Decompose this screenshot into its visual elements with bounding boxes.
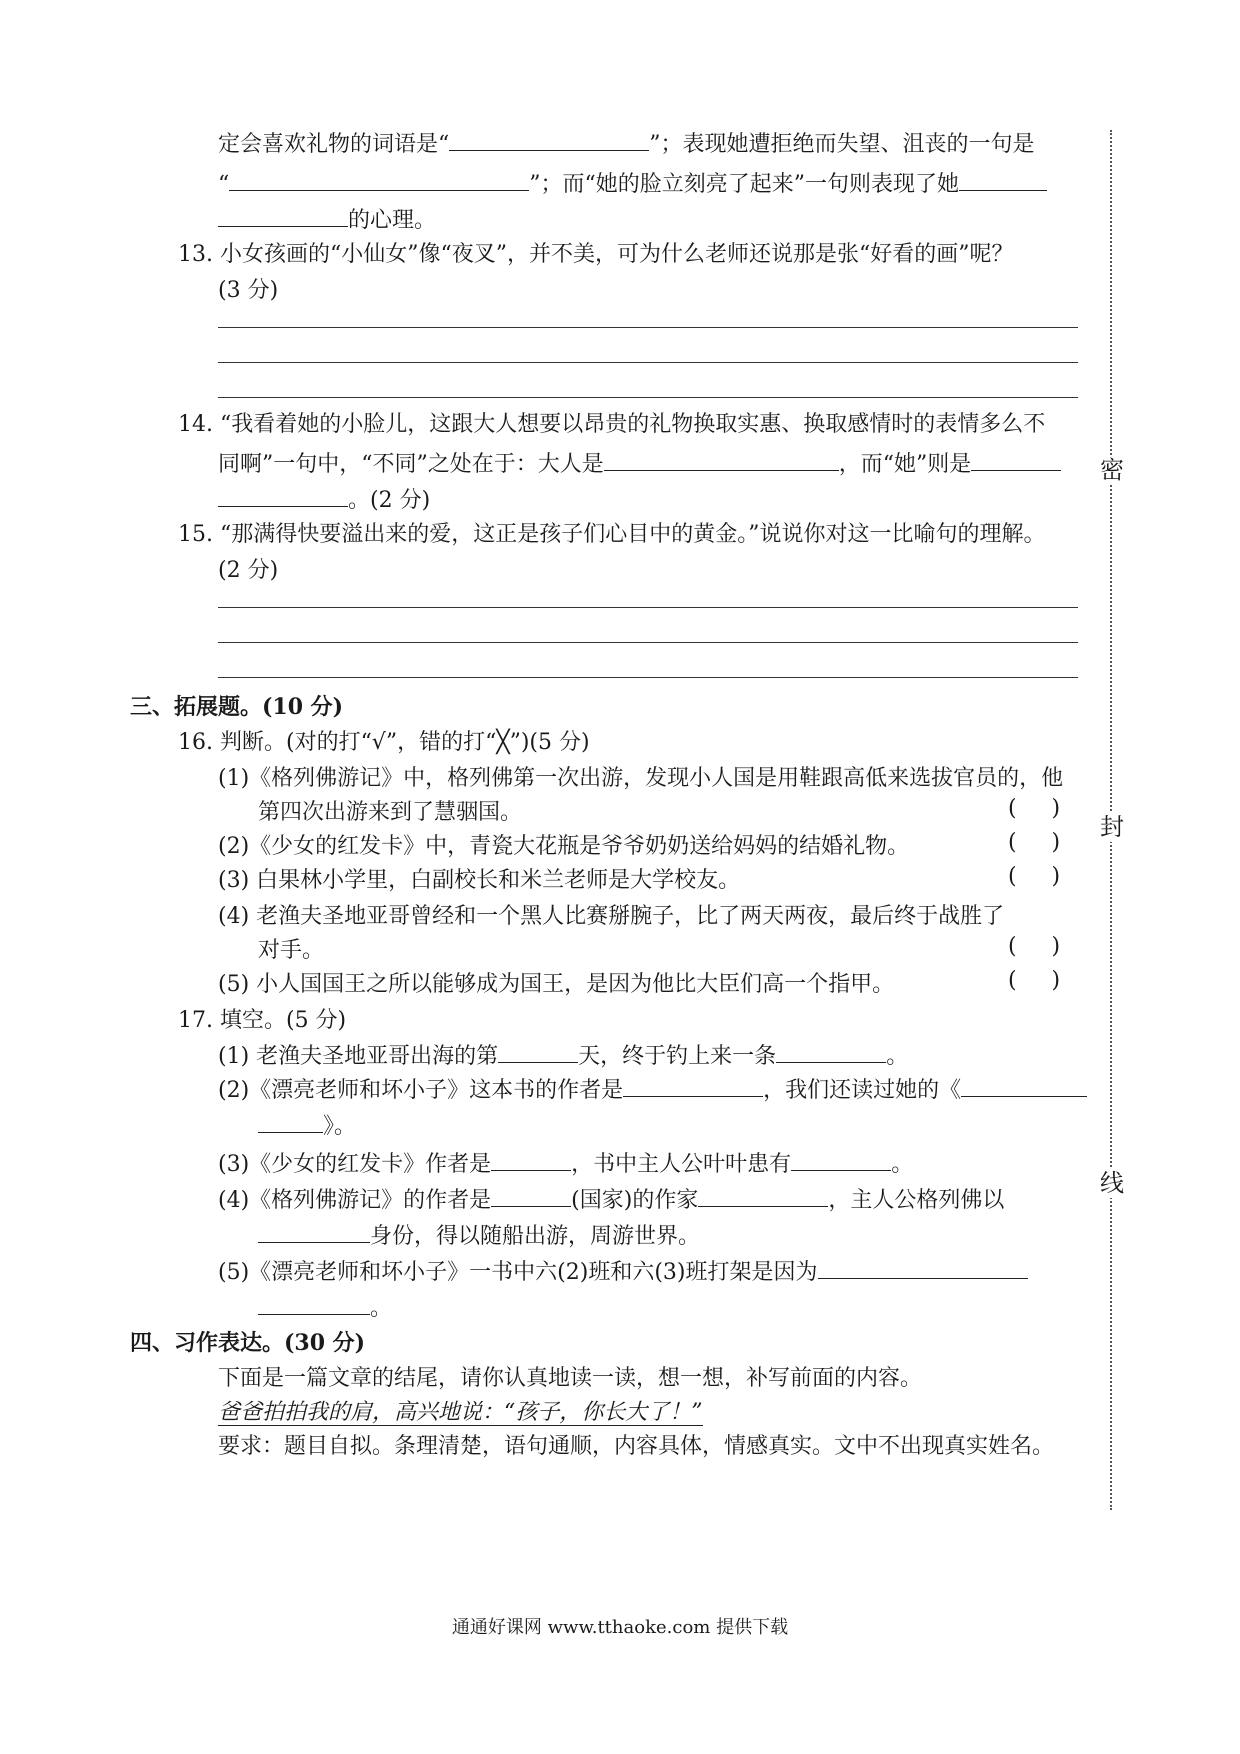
q17-item-4: (4)《格列佛游记》的作者是 (国家)的作家 ，主人公格列佛以 [218,1184,1004,1216]
q14-line-2: 同啊”一句中，“不同”之处在于：大人是 ，而“她”则是 [218,448,1061,480]
q16-item-1: (1)《格列佛游记》中，格列佛第一次出游，发现小人国是用鞋跟高低来选拔官员的，他 [218,766,1064,791]
answer-blank[interactable] [791,1148,891,1171]
q15-score: (2 分) [218,558,279,583]
binding-mark-mi: 密 [1097,455,1127,485]
answer-blank[interactable] [218,204,348,227]
q12-line-1: 定会喜欢礼物的词语是“ ”；表现她遭拒绝而失望、沮丧的一句是 [218,128,1035,160]
answer-blank[interactable] [959,168,1047,191]
q15-answer-line-1[interactable] [218,607,1078,608]
answer-blank[interactable] [776,1040,886,1063]
q17-item-2-cont: 》。 [258,1110,356,1142]
q16-answer-box-4[interactable]: ( ) [1008,934,1061,959]
q12-line-3: 的心理。 [218,204,436,236]
q13-answer-line-1[interactable] [218,327,1078,328]
q15-answer-line-2[interactable] [218,642,1078,643]
q14-line-1: 14. “我看着她的小脸儿，这跟大人想要以昂贵的礼物换取实惠、换取感情时的表情多么不 [178,412,1046,437]
binding-mark-xian: 线 [1097,1168,1127,1198]
section-4-heading: 四、习作表达。(30 分) [130,1330,366,1356]
answer-blank[interactable] [698,1184,828,1207]
q16-answer-box-5[interactable]: ( ) [1008,968,1061,993]
q17-title: 17. 填空。(5 分) [178,1008,347,1033]
q17-item-5: (5)《漂亮老师和坏小子》一书中六(2)班和六(3)班打架是因为 [218,1256,1028,1288]
q16-item-3: (3) 白果林小学里，白副校长和米兰老师是大学校友。 [218,868,741,893]
q13-question: 13. 小女孩画的“小仙女”像“夜叉”，并不美，可为什么老师还说那是张“好看的画”呢？ [178,242,1014,267]
q16-item-1-cont: 第四次出游来到了慧骃国。 [258,800,523,825]
section-3-heading: 三、拓展题。(10 分) [130,694,344,720]
answer-blank[interactable] [258,1292,370,1315]
q16-title: 16. 判断。(对的打“√”，错的打“╳”)(5 分) [178,730,590,755]
q16-answer-box-2[interactable]: ( ) [1008,830,1061,855]
q13-score: (3 分) [218,278,279,303]
answer-blank[interactable] [449,128,649,151]
q17-item-2: (2)《漂亮老师和坏小子》这本书的作者是 ，我们还读过她的《 [218,1074,1087,1106]
q16-item-2: (2)《少女的红发卡》中，青瓷大花瓶是爷爷奶奶送给妈妈的结婚礼物。 [218,834,910,859]
answer-blank[interactable] [258,1220,370,1243]
answer-blank[interactable] [218,484,348,507]
answer-blank[interactable] [491,1184,571,1207]
answer-blank[interactable] [258,1110,323,1133]
q16-item-5: (5) 小人国国王之所以能够成为国王，是因为他比大臣们高一个指甲。 [218,972,895,997]
q17-item-1: (1) 老渔夫圣地亚哥出海的第 天，终于钓上来一条 。 [218,1040,908,1072]
q16-item-4-cont: 对手。 [258,938,325,963]
answer-blank[interactable] [604,448,839,471]
q17-item-4-cont: 身份，得以随船出游，周游世界。 [258,1220,700,1252]
q12-line-2: “ ”；而“她的脸立刻亮了起来”一句则表现了她 [218,168,1047,200]
download-source-footer: 通通好课网 www.tthaoke.com 提供下载 [451,1617,789,1638]
answer-blank[interactable] [229,168,529,191]
q16-item-4: (4) 老渔夫圣地亚哥曾经和一个黑人比赛掰腕子，比了两天两夜，最后终于战胜了 [218,904,1005,929]
q13-answer-line-2[interactable] [218,362,1078,363]
binding-mark-feng: 封 [1097,812,1127,842]
essay-requirements: 要求：题目自拟。条理清楚，语句通顺，内容具体，情感真实。文中不出现真实姓名。 [218,1434,1055,1459]
answer-blank[interactable] [961,1074,1087,1097]
answer-blank[interactable] [498,1040,578,1063]
answer-blank[interactable] [623,1074,763,1097]
q16-answer-box-1[interactable]: ( ) [1008,796,1061,821]
q16-answer-box-3[interactable]: ( ) [1008,864,1061,889]
essay-given-ending: 爸爸拍拍我的肩，高兴地说：“孩子，你长大了！” [218,1400,703,1425]
q15-answer-line-3[interactable] [218,677,1078,678]
answer-blank[interactable] [818,1256,1028,1279]
answer-blank[interactable] [491,1148,571,1171]
q17-item-3: (3)《少女的红发卡》作者是 ，书中主人公叶叶患有 。 [218,1148,913,1180]
q15-question: 15. “那满得快要溢出来的爱，这正是孩子们心目中的黄金。”说说你对这一比喻句的理解。 [178,522,1046,547]
q14-line-3: 。(2 分) [218,484,430,516]
q17-item-5-cont: 。 [258,1292,392,1324]
essay-intro: 下面是一篇文章的结尾，请你认真地读一读，想一想，补写前面的内容。 [218,1366,923,1391]
q13-answer-line-3[interactable] [218,397,1078,398]
answer-blank[interactable] [971,448,1061,471]
